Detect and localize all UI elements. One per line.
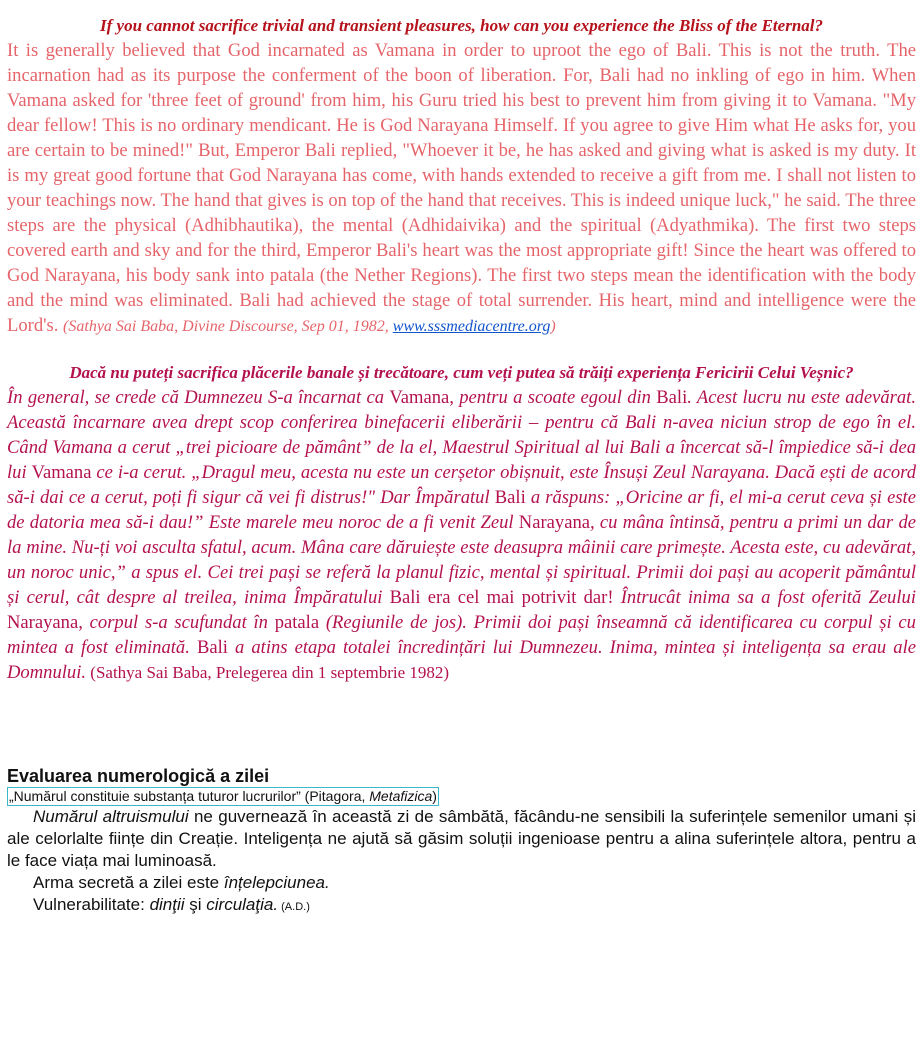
romanian-segment: . Acest lucru nu este adevărat. Această încarnare avea drept scop conferirea binefacerii eliberării – pentru că Bali n-avea niciun strop de ego în el. Când Vamana a cerut „trei picioare de pământ” de la el, Maestrul Spiritual al lui Bali a încercat să-l împiedice să-i dea lui <box>7 387 916 483</box>
english-citation <box>63 318 556 335</box>
vulnerability-1: dinţii <box>149 895 185 914</box>
numerology-section <box>7 765 916 918</box>
vulnerability-and: şi <box>184 895 207 914</box>
citation-text: (Sathya Sai Baba, Divine Discourse, Sep 01, 1982, <box>63 318 393 335</box>
romanian-segment: În general, se crede că Dumnezeu S-a încarnat ca <box>7 387 390 408</box>
pythagoras-quote <box>7 787 439 806</box>
romanian-segment: , pentru a scoate egoul din <box>449 387 657 408</box>
secret-weapon <box>7 872 916 894</box>
numerology-paragraph <box>7 806 916 872</box>
sssmediacentre-link[interactable]: www.sssmediacentre.org <box>392 318 551 335</box>
romanian-segment: Narayana <box>518 512 591 533</box>
romanian-segment: Narayana <box>7 612 79 633</box>
secret-weapon-label: Arma secretă a zilei este <box>33 873 224 892</box>
number-name: Numărul altruismului <box>33 807 189 826</box>
romanian-section <box>7 361 916 685</box>
romanian-segment: a atins etapa totalei încredințări lui Dumnezeu. Inima, mintea și inteligența sa erau ale Domnului. <box>7 637 916 683</box>
numerology-text: ne guvernează în această zi de sâmbătă, făcându-ne sensibili la suferințele semenilor umani și ale celorlalte ființe din Creație. Inteligența ne ajută să găsim soluții ingenioase pentru a alina suferințele altora, pentru a le face viața mai luminoasă. <box>7 807 916 870</box>
english-heading: If you cannot sacrifice trivial and transient pleasures, how can you experience the Bliss of the Eternal? <box>100 16 823 35</box>
author-initials: (A.D.) <box>278 901 310 913</box>
citation-end: ) <box>550 318 556 335</box>
romanian-segment: , cu mâna întinsă, pentru a primi un dar de la mine. Nu-ți voi asculta sfatul, acum. Mâna care dăruiește este deasupra mâinii care primește. Acesta este, cu adevărat, un noroc unic,” a spus el. Cei trei pași se referă la planul fizic, mental și spiritual. Primii doi pași au acoperit pământul și cerul, cât despre al treilea, inima Împăratului <box>7 512 916 608</box>
vulnerability-2: circulaţia. <box>206 895 279 914</box>
romanian-segment: Bali <box>196 637 228 658</box>
english-body-text: It is generally believed that God incarnated as Vamana in order to uproot the ego of Bali. This is not the truth. The incarnation had as its purpose the conferment of the boon of liberation. For, Bali had no inkling of ego in him. When Vamana asked for 'three feet of ground' from him, his Guru tried his best to prevent him from giving it to Vamana. "My dear fellow! This is no ordinary mendicant. He is God Narayana Himself. If you agree to give Him what He asks for, you are certain to be mined!" But, Emperor Bali replied, "Whoever it be, he has asked and giving what is asked is my duty. It is my great good fortune that God Narayana has come, with hands extended to receive a gift from me. I shall not listen to your teachings now. The hand that gives is on top of the hand that receives. This is indeed unique luck," he said. The three steps are the physical (Adhibhautika), the mental (Adhidaivika) and the spiritual (Adyathmika). The first two steps covered earth and sky and for the third, Emperor Bali's heart was the most appropriate gift! Since the heart was offered to God Narayana, his body sank into patala (the Nether Regions). The first two steps mean the identification with the body and the mind was eliminated. Bali had achieved the stage of total surrender. His heart, mind and intelligence were the Lord's. <box>7 40 916 336</box>
romanian-citation: (Sathya Sai Baba, Prelegerea din 1 septembrie 1982) <box>86 663 450 682</box>
english-section <box>7 14 916 339</box>
vulnerability-label: Vulnerabilitate: <box>33 895 150 914</box>
romanian-segment: a răspuns: „Oricine ar fi, el mi-a cerut ceva și este de datoria mea să-i dau!” Este marele meu noroc de a fi venit Zeul <box>7 487 916 533</box>
romanian-segment: Vamana <box>31 462 92 483</box>
english-body <box>7 38 916 339</box>
romanian-heading: Dacă nu puteți sacrifica plăcerile banale și trecătoare, cum veți putea să trăiți experiența Fericirii Celui Veșnic? <box>69 363 854 382</box>
romanian-segment: Bali <box>656 387 688 408</box>
romanian-body <box>7 385 916 685</box>
quote-work: Metafizica <box>369 788 433 804</box>
romanian-segment: Bali <box>494 487 526 508</box>
quote-text: „Numărul constituie substanța tuturor lucrurilor” (Pitagora, <box>9 788 370 804</box>
secret-weapon-value: înțelepciunea. <box>223 873 330 892</box>
vulnerability <box>7 894 916 918</box>
romanian-segment: (Regiunile de jos). Primii doi pași înseamnă că identificarea cu corpul și cu mintea a fost eliminată. <box>7 612 916 658</box>
romanian-segment: , corpul s-a scufundat în <box>78 612 275 633</box>
romanian-segment: patala <box>274 612 320 633</box>
romanian-segment: Întrucât inima sa a fost oferită Zeului <box>613 587 916 608</box>
romanian-body-text <box>7 387 916 683</box>
numerology-heading: Evaluarea numerologică a zilei <box>7 766 270 786</box>
romanian-segment: Vamana <box>389 387 450 408</box>
quote-end: ) <box>432 788 437 804</box>
romanian-segment: ce i-a cerut. „Dragul meu, acesta nu este un cerșetor obișnuit, este Însuși Zeul Narayana. Dacă ești de acord să-i dai ce a cerut, poți fi sigur că vei fi distrus!" Dar Împăratul <box>7 462 916 508</box>
romanian-segment: Bali era cel mai potrivit dar! <box>389 587 614 608</box>
